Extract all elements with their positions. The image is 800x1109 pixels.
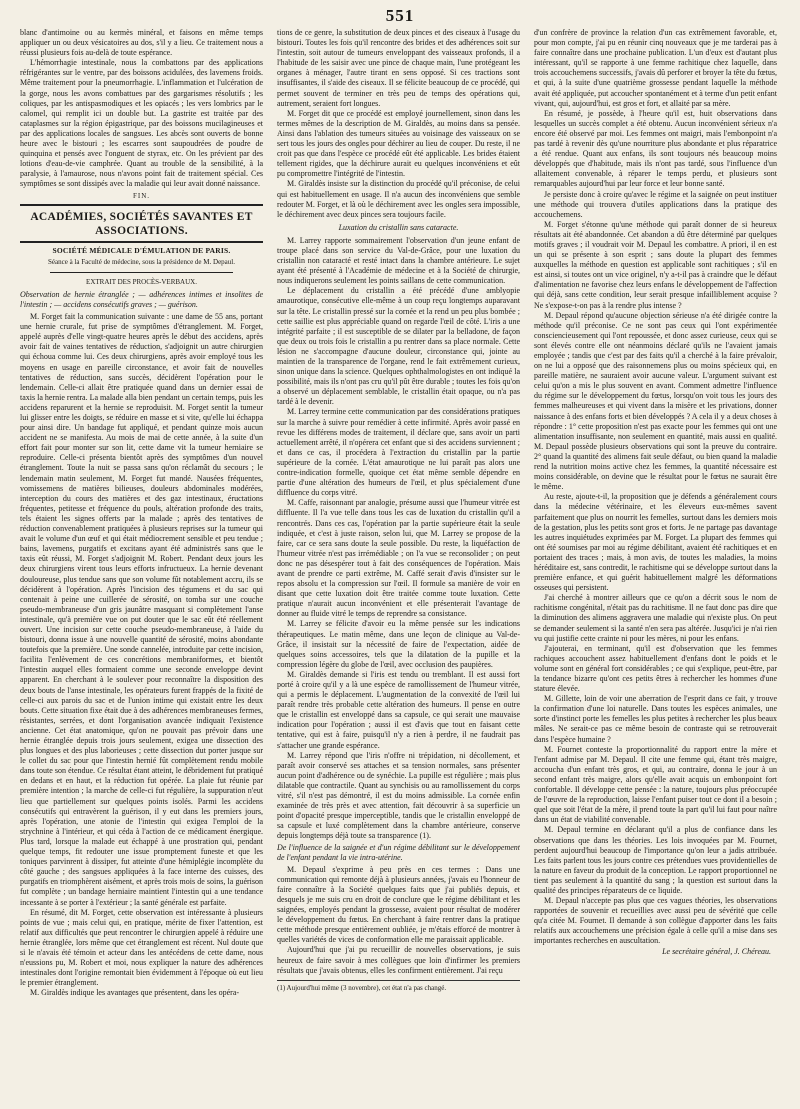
paragraph-depaul-reply: M. Depaul répond qu'aucune objection sérieuse n'a été dirigée contre la méthode qu'il préconise. Ce ne sont pas ceux qui l'ont expérimentée consciencieusement qui l'ont repoussée, et donc assez curieuse, ceux qui se sont élevés contre elle ont néanmoins déclaré qu'ils ne l'avaient jamais employée ; tandis que c'est par des faits qu'il a cherché à la faire prévaloir, on ne lui a opposé que des raisonnemens plus ou moins spécieux qui, en pareille matière, ne sauraient avoir aucune valeur. L'argument suivant est celui qu'on a mis le plus souvent en avant. Comment admettre l'influence du régime sur le développement du fœtus, lorsqu'on voit tous les jours des femmes malheureuses et qui vivent dans la misère et les privations, donner naissance à des enfans forts et bien développés ? A cela il y a deux choses à répondre : 1° cette proposition n'est pas exacte pour les femmes qui ont une alimentation insuffisante, non seulement en quantité, mais aussi en qualité. M. Depaul possède plusieurs observations qui sont la preuve du contraire. 2° quand la quantité des alimens fait seule défaut, ou bien quand la maladie rend la nutrition moins active chez les femmes, la quantité nécessaire est moins considérable, on devine que le résultat pour le fœtus ne saurait être le même.: [534, 310, 777, 492]
paragraph-treatment: L'hémorrhagie intestinale, nous la combattons par des applications réfrigérantes sur le ventre, par des boissons acidulées, des lavemens froids. Même traitement pour la pneumorrhagie. L'inflammation et l'ulcération de la gorge, nous les avons combattues par des gargarismes résolutifs ; les coliques, par les antispasmodiques et les opiacés ; les vers lombrics par le calomel, qui remplit ici un double but. La gastrite est traitée par des cataplasmes sur la région épigastrique, par des boissons mucilagineuses et par des applications locales de sangsues. Les abcès sont ouverts de bonne heure avec le bistouri ; les escarres sont saupoudrées de poudre de quinquina et pensés avec l'onguent de styrax, etc. On les prévient par des lotions d'eau-de-vie camphrée. Quant au trouble de la sensibilité, à la paralysie, à l'amaurose, nous n'avons point fait de traitement spécial. Ces symptômes se sont dissipés avec la maladie qui leur avait donné naissance.: [20, 58, 263, 189]
paragraph-caffe: M. Caffe, raisonnant par analogie, présume aussi que l'humeur vitrée est diffluente. Il l'a vue telle dans tous les cas de luxation du cristallin qu'il a rencontrés. Dans ces cas, l'opération par la partie supérieure était la seule indiquée, et c'est à juste raison, selon lui, que M. Larrey se propose de la faire, car ce sera sans doute la seule possible. Du reste, la liquéfaction de l'humeur vitrée n'est pas irrémédiable ; on l'a vue se reconsolider ; on peut donc ne pas désespérer tout à fait des conséquences de l'opération. Mais avant de prendre ce parti extrême, M. Caffé serait d'avis d'insister sur le repos absolu et la compression sur l'œil. Il formule sa manière de voir en disant que cette luxation doit être traitée comme toute luxation. Cette pratique n'aurait aucun inconvénient et elle présenterait l'avantage de donner au fluide vitré le temps de reprendre sa consistance.: [277, 498, 520, 619]
paragraph-continued: d'un confrère de province la relation d'un cas extrêmement favorable, et, pour mon compte, j'ai pu en réunir cinq nouveaux que je me tarderai pas à faire connaître dans une prochaine publication. L'un d'eux est d'autant plus intéressant, qu'il se rapporte à une femme rachitique chez laquelle, dans trois accouchemens successifs, j'avais dû perforer et broyer la tête du fœtus, et qui, à la suite d'une quatrième grossesse pendant laquelle la méthode avait été appliquée, put accoucher spontanément et à terme d'un petit enfant vivant, qui, aujourd'hui, est gros et fort, et allaité par sa mère.: [534, 28, 777, 108]
short-divider: [50, 272, 233, 273]
signature: Le secrétaire général, J. Chéreau.: [662, 946, 771, 956]
section-divider: [20, 204, 263, 206]
footnote: (1) Aujourd'hui même (3 novembre), cet état n'a pas changé.: [277, 980, 520, 993]
paragraph-giraldes-3: M. Giraldès demande si l'iris est tendu ou tremblant. Il est aussi fort porté à croire qu'il y a là une espèce de ramollissement de l'humeur vitrée, qui a permis le déplacement. L'augmentation de la convexité de l'œil lui paraît rendre très probable cette altération des humeurs. Il pense en outre que le cristallin est enveloppé dans sa capsule, ce qui serait une mauvaise indication pour l'opération ; aussi il est d'avis que tout en faisant cette tentative, qui est à faire, puisqu'il n'y a rien à perdre, il ne faudrait pas s'attacher une grande espérance.: [277, 669, 520, 750]
fin-marker: FIN.: [132, 191, 151, 200]
paragraph-forget: M. Forget s'étonne qu'une méthode qui paraît donner de si heureux résultats ait été abandonnée. Cet abandon a dû être déterminé par quelques motifs graves ; il voudrait voir M. Depaul les combattre. A priori, il en est un qui se présente à son esprit ; sans doute la plupart des femmes auxquelles la méthode en question est applicable sont rachitiques ; s'il en est ainsi, si toutes ont un vice originel, n'y a-t-il pas à craindre que le défaut d'alimentation ne favorise chez leurs enfans le développement de l'affection qui déjà, sans cette condition, leur serait presque infailliblement acquise ? Ne s'expose-t-on pas à la rendre plus intense ?: [534, 219, 777, 310]
paragraph-continued: blanc d'antimoine ou au kermès minéral, et faisons en même temps appliquer un ou deux vésicatoires au dos, s'il y a lieu. Ce traitement nous a réussi plusieurs fois au-delà de toute espérance.: [20, 28, 263, 58]
paragraph-fournet: M. Fournet conteste la proportionnalité du rapport entre la mère et l'enfant admise par M. Depaul. Il cite une femme qui, étant très maigre, accoucha d'un enfant très gros, et qui, au contraire, donna le jour à un second enfant très maigre, alors qu'elle avait acquis un embonpoint fort confortable. Il développe cette pensée : la nature, toujours plus préoccupée de l'œuvre de la reproduction, laisse l'enfant puiser tout ce dont il a besoin ; quel que soit l'état de la mère, il prend toute la part qu'il lui faut pour naître dans un état de viabilité convenable.: [534, 744, 777, 825]
paragraph-sought: J'ai cherché à montrer ailleurs que ce qu'on a décrit sous le nom de rachitisme congénital, n'était pas du rachitisme. Il ne faut donc pas dire que la diminution des alimens aggravera une maladie qui n'existe plus. On peut se demander seulement si la santé n'en sera pas altérée. Jusqu'ici je n'ai rien vu qui justifie cette crainte ni pour les mères, ni pour les enfans.: [534, 593, 777, 643]
paragraph-gillette: M. Gillette, loin de voir une aberration de l'esprit dans ce fait, y trouve la confirmation d'une loi naturelle. Dans toutes les espèces animales, une sorte d'instinct porte les femelles les plus petites à rechercher les plus beaux mâles. Ne serait-ce pas ce même besoin de contraste qui se retrouverait dans l'espèce humaine ?: [534, 694, 777, 744]
column-2: [277, 28, 520, 1096]
paragraph-depaul-accept: M. Depaul n'accepte pas plus que ces vagues théories, les observations rapportées de souvenir et recueillies avec aussi peu de sévérité que celle qu'a citée M. Fournet. Il demande à son collègue d'apporter dans les faits relatifs aux accouchemens une précision égale à celle qu'il a mise dans ses importantes recherches en auscultation.: [534, 896, 777, 946]
paragraph-giraldes-reply: M. Giraldès insiste sur la distinction du procédé qu'il préconise, de celui qui est habituellement en usage. Il n'a aucun des inconvéniens que semble redouter M. Forget, et là où le déchirement avec les ongles sera impossible, le déchirement avec deux pinces sera toujours facile.: [277, 179, 520, 219]
paragraph-larrey-1: M. Larrey rapporte sommairement l'observation d'un jeune enfant de troupe placé dans son service du Val-de-Grâce, pour une luxation du cristallin non cataracté et resté intact dans la chambre antérieure. Le sujet ayant été présenté à l'Académie de médecine et à la Société de chirurgie, nous indiquerons seulement les points saillans de cette communication.: [277, 235, 520, 286]
paragraph-continued: tions de ce genre, la substitution de deux pinces et des ciseaux à l'usage du bistouri. Toutes les fois qu'il rencontre des brides et des adhérences soit sur l'intestin, soit autour de tumeurs enveloppant des vaisseaux profonds, il a l'habitude de les saisir avec une pince de chaque main, l'une protégeant les organes à ménager, l'autre tirant en sens opposé. Si ces tractions sont insuffisantes, il s'aide des ciseaux. Il se félicite beaucoup de ce procédé, qui permet souvent de terminer en très peu de temps des opérations qui, autrement, seraient fort longues.: [277, 28, 520, 108]
section-title: ACADÉMIES, SOCIÉTÉS SAVANTES ET ASSOCIATIONS.: [30, 210, 253, 237]
society-name: SOCIÉTÉ MÉDICALE D'ÉMULATION DE PARIS.: [52, 245, 231, 255]
heading-influence: De l'influence de la saignée et d'un régime débilitant sur le développement de l'enfant pendant la vie intra-utérine.: [277, 842, 520, 862]
paragraph-giraldes: M. Giraldès indique les avantages que présentent, dans les opéra-: [30, 988, 240, 998]
column-3: [534, 28, 777, 1096]
paragraph-depaul-1: M. Depaul s'exprime à peu près en ces termes : Dans une communication qui remonte déjà à plusieurs années, j'avais eu l'honneur de faire connaître à la Société quelques faits que j'ai publiés depuis, et desquels je me suis cru en droit de conclure que le régime débilitant et les saignées, employés pendant la grossesse, avaient pour résultat de modérer le développement du fœtus. En cherchant à faire rentrer dans la pratique cette méthode presque entièrement oubliée, je m'étais efforcé de montrer à quelles variétés de vices de conformation elle me paraissait applicable.: [277, 864, 520, 945]
heading-luxation: Luxation du cristallin sans cataracte.: [338, 222, 459, 232]
paragraph-forget-case: M. Forget fait la communication suivante : une dame de 55 ans, portant une hernie crurale, fut prise de symptômes d'étranglement. M. Forget, appelé auprès d'elle vingt-quatre heures après le début des accidens, après avoir fait de vaines tentatives de réduction, s'adjoignit un autre chirurgien qui échoua comme lui. Ces deux chirurgiens, après avoir employé tous les moyens en usage en pareille circonstance, et avoir fait de nouvelles tentatives de réduction, sans succès, décidèrent l'opération pour le lendemain. Celle-ci allait être pratiquée quand dans un dernier essai de taxis la hernie rentra. La malade alla bien pendant un certain temps, puis les accidens reparurent et la hernie se reproduisit. M. Forget sentit la tumeur lui glisser entre les doigts, se réduire en masse et si vite, qu'elle lui échappa pour ainsi dire. Un bandage fut appliqué, et pendant quinze mois aucun accident ne se manifesta. Au mois de mai de cette année, à la suite d'un effort fait pour monter sur son lit, cette dame vit la tumeur herniaire se reproduire. Celle-ci présenta bientôt après des symptômes d'un nouvel étranglement. Toute la nuit se passa sans qu'on réclamât du secours ; le lendemain matin seulement, M. Forget fut mandé. Nausées fréquentes, vomissemens de matières bilieuses, douleurs abdominales modérées, interception du cours des matières et des gaz intestinaux, éructations fréquentes, petitesse et fréquence du pouls, altération profonde des traits, tels étaient les signes offerts par la malade ; après des tentatives de réduction convenablement pratiquées à plusieurs reprises sur la tumeur qui avait le volume d'un œuf et qui était médiocrement sensible et peu tendue ; bains, lavemens, purgatifs et excitans ayant été administrés sans que le taxis eût réussi, M. Forget s'adjoignit M. Robert. Pendant deux jours les deux chirurgiens virent tous leurs efforts infructueux. La hernie devenant douloureuse, plus tendue sans que son volume fût notablement accru, ils se décidèrent à l'opération. Après l'incision des tégumens et du sac qui contenait à peine une cuillerée de sérosité, on tomba sur une couche pseudo-membraneuse d'un gris jaunâtre masquant si complètement l'anse intestinale, qu'à première vue on put douter que le sac eût été réellement ouvert. Une incision sur cette couche pseudo-membraneuse, à l'aide du bistouri, donna issue à une nouvelle quantité de sérosité, moins abondante toutefois que la première. Une sonde cannelée, introduite par cette incision, facilita l'enlèvement de ces concrétions membraniformes, et bientôt l'intestin auquel elles formaient comme une seconde enveloppe devint apparent. En cherchant à le soulever pour reconnaître la disposition des deux bouts de l'anse intestinale, les opérateurs furent frappés de la fixité de celle-ci aux parois du sac et de l'union intime qui existait entre les deux bouts. Cette situation fixe était due à des adhérences membraneuses fermes, résistantes, serrées, et dont l'organisation avancée indiquait l'existence ancienne. Cet état anatomique, qu'on ne pouvait pas prévoir dans une hernie étranglée depuis trois jours seulement, exigea une dissection des plus longues et des plus laborieuses ; cette dissection dut porter jusque sur le collet du sac pour que l'intestin hernié fût complètement rendu mobile dans toute son étendue. Ce résultat étant atteint, le débridement fut pratiqué en dedans et en haut, et la réduction fut opérée. La plaie fut réunie par première intention ; la marche de celle-ci fut régulière, la suppuration n'eut lieu que partiellement sur quelques points isolés. Parmi les accidens consécutifs qui entravèrent la guérison, il y eut dans les premiers jours, après l'opération, une atonie de l'intestin qui exigea l'emploi de la strychnine à l'intérieur, et qui céda à l'action de ce médicament énergique. Plus tard, lorsque la malade eut échappé à une prostration qui, pendant quelque temps, fit redouter une issue promptement funeste et que les toniques parvinrent à dissiper, fut atteinte d'une hémiplégie incomplète du côté gauche ; des sangsues appliquées à la face interne des cuisses, des purgatifs en triomphèrent aisément, et après trois mois de soins, la guérison fut complète ; un bandage herniaire maintient l'intestin qui a une tendance incessante à se porter à l'extérieur ; la santé générale est parfaite.: [20, 312, 263, 907]
paragraph-larrey-3: M. Larrey se félicite d'avoir eu la même pensée sur les indications thérapeutiques. Le matin même, dans une leçon de clinique au Val-de-Grâce, il insistait sur la nécessité de faire de l'expectation, aidée de quelques soins accessoires, tels que la dilatation de la pupille et la compression légère du globe de l'œil, avec occlusion des paupières.: [277, 619, 520, 669]
section-divider: [20, 241, 263, 243]
paragraph-add: J'ajouterai, en terminant, qu'il est d'observation que les femmes rachiques accouchent assez habituellement d'enfans dont le poids et le volume sont en général fort considérables ; ce qui s'explique, peut-être, par la tendance bizarre qu'ont ces petits êtres à rechercher les hommes d'une stature élevée.: [534, 643, 777, 694]
page-number: 551: [385, 6, 415, 25]
paragraph-forget-reply: M. Forget dit que ce procédé est employé journellement, sinon dans les termes mêmes de la description de M. Giraldès, au moins dans sa pensée. Ainsi dans l'ablation des tumeurs situées au voisinage des vaisseaux on se sert tous les jours des ongles pour déchirer au lieu de couper. Du reste, il ne croit pas que dans l'espèce ce procédé eût été applicable. Les brides étaient tellement rigides, que la déchirure aurait eu quelques inconvéniens et eût pu compromettre l'intégrité de l'intestin.: [277, 108, 520, 179]
paragraph-rest: Au reste, ajoute-t-il, la proposition que je défends a généralement cours dans la médecine vétérinaire, et les éleveurs eux-mêmes savent parfaitement que plus on nourrit les femelles, surtout dans les derniers mois de la gestation, plus les petits sont gros et forts. Je ne partage pas davantage les autres inquiétudes exprimées par M. Forget. La plupart des femmes qui ont été soumises par moi au régime débilitant, avaient été rachitiques et en portaient des traces ; mais, à mon avis, de toutes les maladies, la moins héréditaire est, sans contredit, le rachitisme qui se développe surtout dans la première enfance, et qui guérit habituellement malgré les déformations osseuses qui persistent.: [534, 492, 777, 593]
paragraph-depaul-confidence: M. Depaul termine en déclarant qu'il a plus de confiance dans les observations que dans les théories. Les lois invoquées par M. Fournet, perdent aujourd'hui beaucoup de l'importance qu'on leur a jadis attribuée. Les faits parlent tous les jours contre ces prétendues vues providentielles de la nature en faveur du produit de la conception. Le rapport proportionnel ne tient pas seulement à la quantité du sang ; la question est surtout dans la qualité des principes réparateurs de ce liquide.: [534, 825, 777, 895]
paragraph-larrey-4: M. Larrey répond que l'iris n'offre ni trépidation, ni décollement, et paraît avoir conservé ses attaches et sa tension normales, sans présenter aucun point d'adhérence ou de synéchie. La pupille est régulière ; mais plus dilatable que contractile. Quant au synchisis ou au ramollissement du corps vitré, s'il n'est pas démontré, il est du moins admissible. La cornée enfin examinée de très près et avec attention, fait découvrir à sa superficie un point d'opacité presque imperceptible, tandis que le cristallin enveloppé de sa capsule et luxé complètement dans la chambre antérieure, conserve depuis longtemps déjà toute sa transparence (1).: [277, 750, 520, 841]
paragraph-larrey-2: M. Larrey termine cette communication par des considérations pratiques sur la marche à suivre pour remédier à cette infirmité. Après avoir passé en revue les différens modes de traitement, il déclare que, sans avoir un parti actuellement arrêté, il n'opérera cet enfant que si des accidens surviennent ; et dans ce cas, il procédera à l'extraction du cristallin par la partie supérieure de la cornée. L'état amaurotique ne lui paraît pas alors une contre-indication formelle, quoique cet état même semble dépendre en partie d'une altération des humeurs de l'œil, et plus spécialement d'une diffluence du corps vitré.: [277, 407, 520, 498]
observation-title: Observation de hernie étranglée ; — adhérences intimes et insolites de l'intestin ; — accidens consécutifs graves ; — guérison.: [20, 289, 263, 309]
session-note: Séance à la Faculté de médecine, sous la présidence de M. Depaul.: [48, 257, 235, 266]
column-1: [20, 28, 263, 1096]
extract-heading: EXTRAIT DES PROCÈS-VERBAUX.: [86, 277, 197, 286]
paragraph-resume: En résumé, dit M. Forget, cette observation est intéressante à plusieurs points de vue ; mais celui qui, en pratique, mérite de fixer l'attention, est relatif aux difficultés que peut rencontrer le chirurgien appelé à réduire une hernie étranglée, lors même que cet étranglement est récent. Nul doute que si le n'avais été témoin et acteur dans les antécédens de cette dame, nous n'eussions pu, M. Robert et moi, nous expliquer la nature des adhérences intestinales dont l'origine remontait bien évidemment à l'époque où eut lieu le premier étranglement.: [20, 907, 263, 988]
paragraph-persist: Je persiste donc à croire qu'avec le régime et la saignée on peut instituer une méthode qui trouvera d'utiles applications dans la pratique des accouchemens.: [534, 189, 777, 219]
paragraph-resume: En résumé, je possède, à l'heure qu'il est, huit observations dans lesquelles un succès complet a été obtenu. Aucun inconvénient sérieux n'a encore été observé par moi. Les femmes ont maigri, mais l'embonpoint n'a pas tardé à revenir dès qu'une nourriture plus abondante et plus réparatrice a été rendue. Quant aux enfans, ils sont toujours nés beaucoup moins développés que d'habitude, mais ils n'ont pas tardé, sous l'influence d'un allaitement convenable, à réparer le temps perdu, et plusieurs sont remarquables aujourd'hui par leur force et leur bonne santé.: [534, 108, 777, 189]
paragraph-displacement: Le déplacement du cristallin a été précédé d'une amblyopie amaurotique, consécutive elle-même à un coup reçu longtemps auparavant sur la tête. Le cristallin pressé sur la cornée et la rend un peu plus bombée ; cette saillie est plus appréciable quand on regarde l'œil de côté. L'iris a une intégrité parfaite ; il est susceptible de se dilater par la belladone, de façon que deux ou trois fois le cristallin a pu rentrer dans sa place normale. Cette lésion ne s'accompagne d'aucune douleur, circonstance qui, jointe au maintien de la transparence de l'organe, rend le fait extrêmement curieux, sinon unique dans la science. Quelques ophthalmologistes en ont indiqué la possibilité, mais ils n'ont pas cru qu'il pût être durable ; toutes les fois qu'on a observé un déplacement semblable, le cristallin était opaque, ou n'a pas tardé à le devenir.: [277, 286, 520, 407]
paragraph-depaul-2: Aujourd'hui que j'ai pu recueillir de nouvelles observations, je suis heureux de faire savoir à mes collègues que loin d'infirmer les premiers résultats que j'avais obtenus, elles les confirment entièrement. J'ai reçu: [277, 945, 520, 975]
